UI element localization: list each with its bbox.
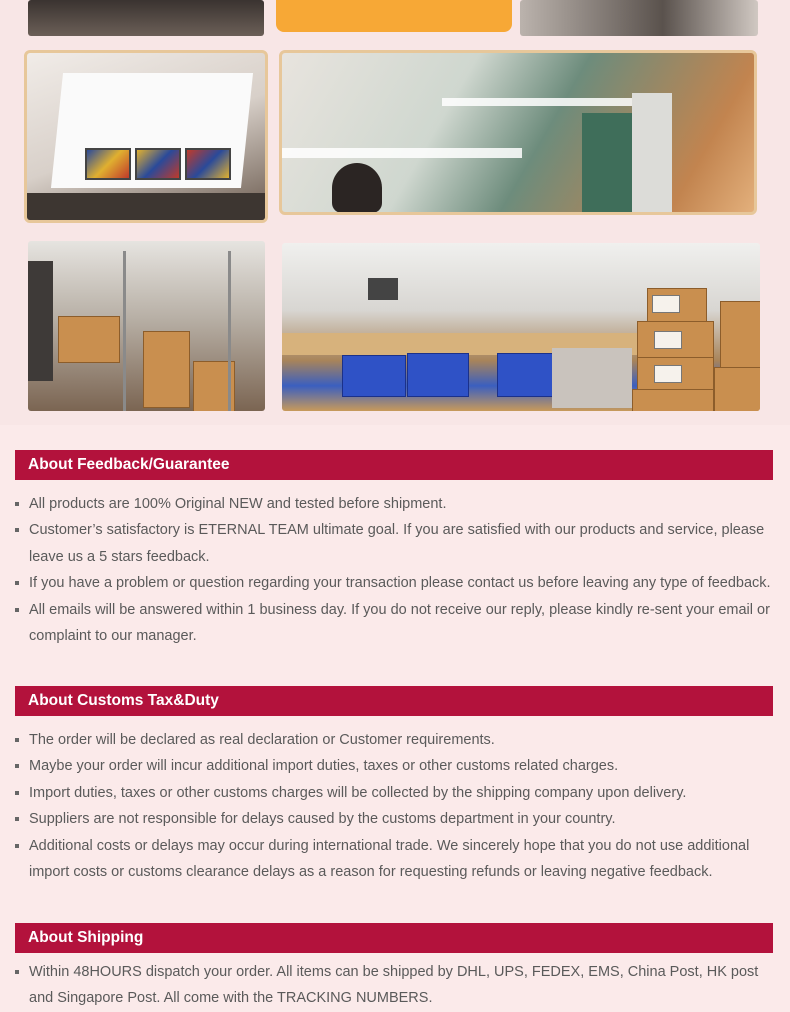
- warehouse-photo-2: [282, 243, 760, 411]
- list-item: Within 48HOURS dispatch your order. All items can be shipped by DHL, UPS, FEDEX, EMS, China Post, HK post and Singapore Post. All come with the TRACKING NUMBERS.: [0, 959, 790, 1012]
- list-item: The order will be declared as real declaration or Customer requirements.: [0, 727, 790, 753]
- shipping-list: [0, 959, 790, 1012]
- office-photo: [279, 50, 757, 215]
- list-item: Suppliers are not responsible for delays caused by the customs department in your country.: [0, 806, 790, 832]
- list-item: If you have a problem or question regarding your transaction please contact us before leaving any type of feedback.: [0, 570, 790, 596]
- customs-section-header: About Customs Tax&Duty: [15, 686, 773, 716]
- customs-list: [0, 727, 790, 885]
- list-item: Customer’s satisfactory is ETERNAL TEAM ultimate goal. If you are satisfied with our products and service, please leave us a 5 stars feedback.: [0, 517, 790, 570]
- warehouse-photo-1: [28, 241, 265, 411]
- feedback-list: [0, 491, 790, 649]
- list-item: All emails will be answered within 1 business day. If you do not receive our reply, please kindly re-sent your email or complaint to our manager.: [0, 597, 790, 650]
- list-item: Import duties, taxes or other customs charges will be collected by the shipping company upon delivery.: [0, 780, 790, 806]
- packaging-box-photo: [24, 50, 268, 223]
- list-item: All products are 100% Original NEW and tested before shipment.: [0, 491, 790, 517]
- list-item: Additional costs or delays may occur during international trade. We sincerely hope that you do not use additional import costs or customs clearance delays as a reason for requesting refunds or leaving negative feedback.: [0, 833, 790, 886]
- top-photo-3: [520, 0, 758, 36]
- top-photo-1: [28, 0, 264, 36]
- top-photo-2: [276, 0, 512, 32]
- list-item: Maybe your order will incur additional import duties, taxes or other customs related charges.: [0, 753, 790, 779]
- photo-gallery: [0, 0, 790, 425]
- feedback-section-header: About Feedback/Guarantee: [15, 450, 773, 480]
- shipping-section-header: About Shipping: [15, 923, 773, 953]
